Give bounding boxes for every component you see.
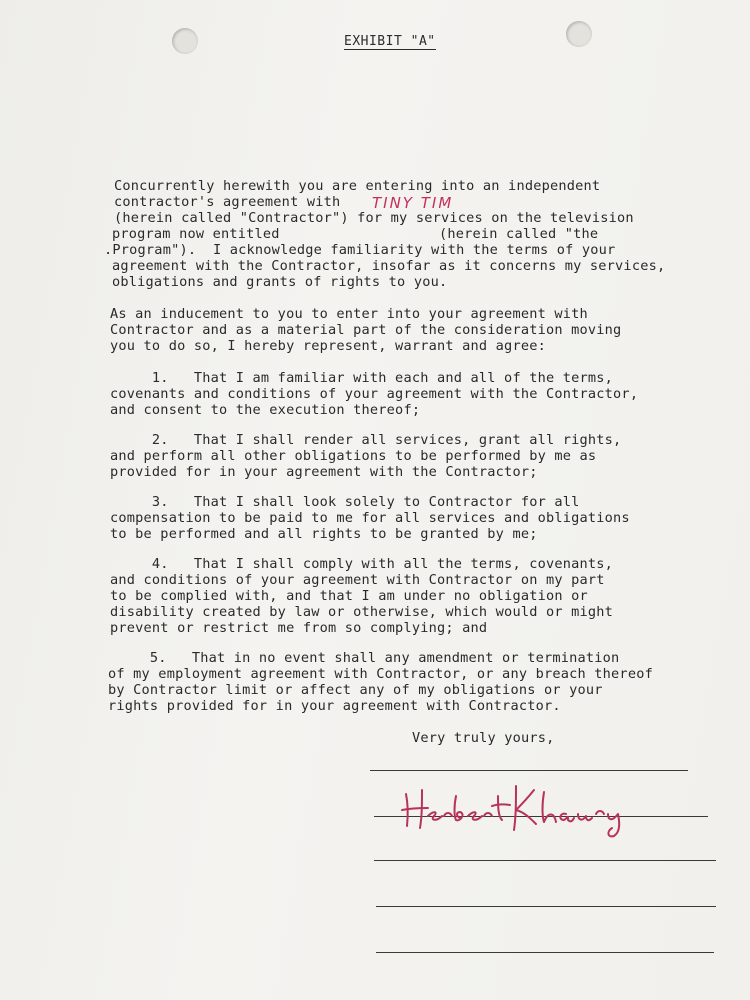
text-line: contractor's agreement with — [114, 194, 341, 210]
signature-line — [376, 906, 716, 907]
text-line: Concurrently herewith you are entering into an independent — [114, 178, 601, 194]
text-line: 4. That I shall comply with all the terms, covenants, — [110, 556, 614, 572]
handwritten-signature — [398, 772, 668, 842]
text-line: of my employment agreement with Contractor, or any breach thereof — [108, 666, 653, 682]
text-line: (herein called "Contractor") for my services on the television — [114, 210, 634, 226]
text-line: covenants and conditions of your agreement with the Contractor, — [110, 386, 639, 402]
text-line: 3. That I shall look solely to Contractor for all — [110, 494, 580, 510]
text-line: and consent to the execution thereof; — [110, 402, 421, 418]
text-line: rights provided for in your agreement with Contractor. — [108, 698, 561, 714]
text-line: you to do so, I hereby represent, warrant and agree: — [110, 338, 546, 354]
handwritten-name: TINY TIM — [372, 194, 454, 212]
text-line: obligations and grants of rights to you. — [112, 274, 448, 290]
text-line: program now entitled (herein called "the — [112, 226, 599, 242]
text-line: to be performed and all rights to be granted by me; — [110, 526, 538, 542]
text-line: disability created by law or otherwise, which would or might — [110, 604, 614, 620]
text-line: by Contractor limit or affect any of my obligations or your — [108, 682, 603, 698]
text-line: As an inducement to you to enter into your agreement with — [110, 306, 588, 322]
text-line: 2. That I shall render all services, grant all rights, — [110, 432, 622, 448]
text-line: and conditions of your agreement with Contractor on my part — [110, 572, 605, 588]
signature-line — [376, 952, 714, 953]
exhibit-header: EXHIBIT "A" — [344, 34, 436, 49]
punch-hole — [566, 21, 592, 47]
text-line: Contractor and as a material part of the consideration moving — [110, 322, 622, 338]
signature-line — [370, 770, 688, 771]
text-line: to be complied with, and that I am under no obligation or — [110, 588, 588, 604]
text-line: prevent or restrict me from so complying; and — [110, 620, 488, 636]
text-line: 1. That I am familiar with each and all of the terms, — [110, 370, 614, 386]
text-line: .Program"). I acknowledge familiarity with the terms of your — [104, 242, 616, 258]
closing-text: Very truly yours, — [412, 730, 555, 746]
text-line: provided for in your agreement with the Contractor; — [110, 464, 538, 480]
text-line: compensation to be paid to me for all services and obligations — [110, 510, 630, 526]
signature-line — [374, 860, 716, 861]
text-line: and perform all other obligations to be performed by me as — [110, 448, 597, 464]
text-line: agreement with the Contractor, insofar as it concerns my services, — [112, 258, 666, 274]
punch-hole — [172, 28, 198, 54]
text-line: 5. That in no event shall any amendment or termination — [108, 650, 620, 666]
